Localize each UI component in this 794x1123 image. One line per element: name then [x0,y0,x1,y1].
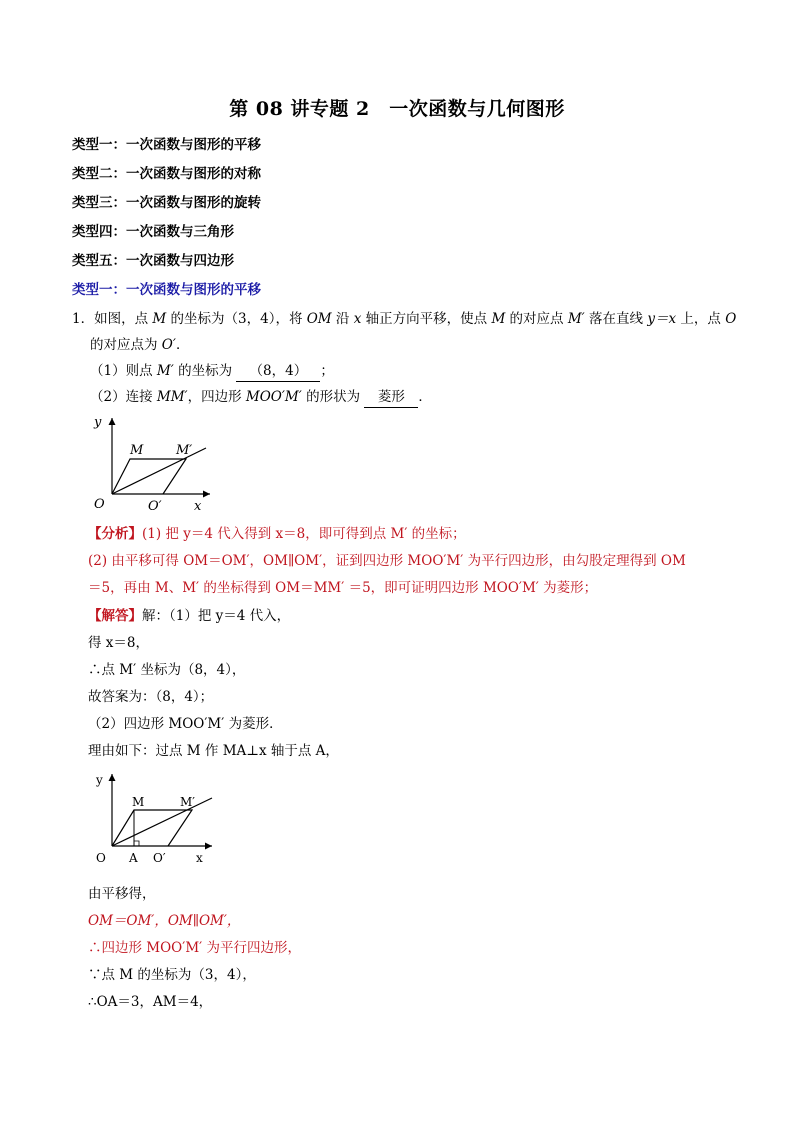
solution-line-7: 由平移得， [88,886,156,902]
stem-var: OM [306,311,332,327]
type-item-1: 类型一：一次函数与图形的平移 [72,137,261,153]
stem-text: 落在直线 [584,311,648,327]
problem-stem-line2 [90,335,189,355]
analysis-line-2: (2) 由平移可得 OM＝OM′，OM∥OM′，证到四边形 MOO′M′ 为平行四边形，由勾股定理得到 OM [88,553,686,569]
stem-text: ． [175,337,190,353]
solution-line-9: ∴四边形 MOO′M′ 为平行四边形， [88,940,301,956]
analysis-line-1 [88,524,466,544]
q-text: （1）则点 [90,363,157,379]
label-x: x [196,851,203,865]
label-M-prime: M′ [180,795,196,809]
label-O-prime: O′ [148,499,162,514]
stem-var: M [152,311,167,327]
q-text: ； [320,363,334,379]
figure-1 [88,412,228,518]
stem-text: 轴正方向平移，使点 [361,311,492,327]
stem-text: 的坐标为（3，4），将 [166,311,307,327]
section-heading: 类型一：一次函数与图形的平移 [72,282,261,298]
answer-blank-2: 菱形 [364,387,418,408]
solution-line-8: OM＝OM′，OM∥OM′， [88,913,241,929]
page-title: 第 08 讲专题 2 一次函数与几何图形 [229,98,565,120]
answer-blank-1: （8，4） [236,361,320,382]
stem-var: M′ [567,311,585,327]
stem-text: 的对应点为 [90,337,162,353]
stem-var: O [725,311,737,327]
label-O: O [96,851,106,865]
solution-line-1 [88,606,290,626]
stem-text: 上，点 [676,311,726,327]
label-M: M [132,795,145,809]
solution-label: 【解答】 [88,608,142,624]
type-item-2: 类型二：一次函数与图形的对称 [72,166,261,182]
type-item-3: 类型三：一次函数与图形的旋转 [72,195,261,211]
type-item-5: 类型五：一次函数与四边形 [72,253,234,269]
solution-line-6: 理由如下：过点 M 作 MA⊥x 轴于点 A， [88,743,339,759]
right-angle-mark [134,841,139,846]
label-O-prime: O′ [153,851,166,865]
q-text: ． [418,389,432,405]
stem-var: y＝x [647,311,677,327]
solution-line-2: 得 x＝8， [88,635,149,651]
q-var: MOO′M′ [245,389,302,405]
analysis-text: (1) 把 y＝4 代入得到 x＝8，即可得到点 M′ 的坐标； [142,526,466,542]
problem-stem-line1 [72,309,736,329]
analysis-label: 【分析】 [88,526,142,542]
label-M: M [130,443,144,458]
stem-text: 1．如图，点 [72,311,153,327]
figure-2 [88,770,228,870]
q-text: 的坐标为 [173,363,237,379]
solution-line-4: 故答案为：（8，4）； [88,689,214,705]
label-A: A [129,851,138,865]
q-var: M′ [156,363,174,379]
stem-text: 的对应点 [505,311,568,327]
analysis-line-3: ＝5，再由 M、M′ 的坐标得到 OM＝MM′ ＝5，即可证明四边形 MOO′M′ 为菱形； [88,580,598,596]
question-1 [90,361,334,382]
solution-line-3: ∴点 M′ 坐标为（8，4）， [88,662,246,678]
solution-text: 解：（1）把 y＝4 代入， [142,608,291,624]
q-text: ，四边形 [187,389,246,405]
label-M-prime: M′ [176,443,193,458]
stem-text: 沿 [331,311,354,327]
type-item-4: 类型四：一次函数与三角形 [72,224,234,240]
question-2 [90,387,432,408]
q-text: 的形状为 [301,389,365,405]
solution-line-11: ∴OA＝3，AM＝4， [88,994,213,1010]
solution-line-5: （2）四边形 MOO′M′ 为菱形． [88,716,283,732]
q-text: （2）连接 [90,389,157,405]
stem-var: x [353,311,362,327]
stem-var: O′ [161,337,176,353]
label-y: y [96,773,103,787]
label-x: x [194,499,202,514]
q-var: MM′ [156,389,188,405]
solution-line-10: ∵点 M 的坐标为（3，4）， [88,967,256,983]
label-O: O [94,497,105,512]
stem-var: M [491,311,506,327]
label-y: y [94,415,102,430]
